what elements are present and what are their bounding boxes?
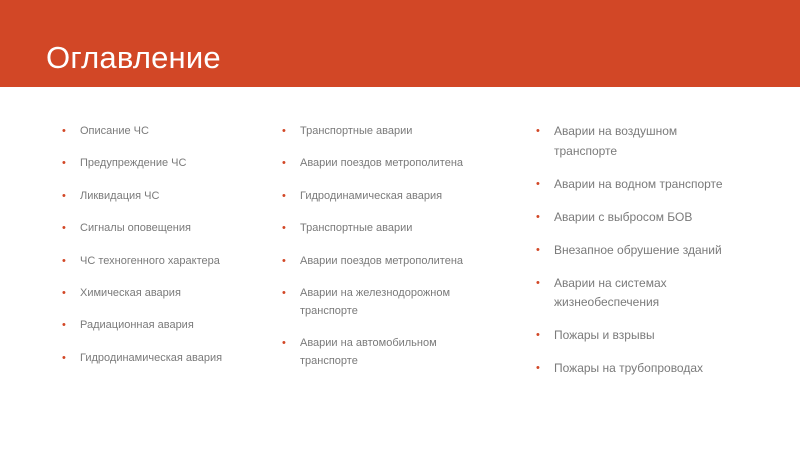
toc-item[interactable] (536, 359, 741, 379)
toc-item-label: Радиационная авария (80, 319, 194, 332)
toc-item[interactable] (62, 284, 252, 302)
toc-item[interactable] (536, 241, 741, 261)
toc-item[interactable] (282, 219, 482, 237)
bullet-icon: • (282, 254, 286, 267)
bullet-icon: • (282, 222, 286, 235)
toc-item-label: Аварии на системах жизнеобеспечения (554, 275, 667, 309)
bullet-icon: • (536, 329, 540, 341)
bullet-icon: • (62, 286, 66, 299)
toc-item-label: Гидродинамическая авария (80, 351, 223, 364)
toc-item-label: Описание ЧС (80, 125, 149, 137)
toc-item[interactable] (282, 252, 482, 270)
page-title: Оглавление (46, 40, 221, 75)
toc-item-label: Транспортные аварии (300, 222, 413, 235)
toc-item[interactable] (536, 326, 741, 346)
bullet-icon: • (282, 125, 286, 137)
toc-item[interactable] (536, 208, 741, 228)
toc-item-label: Аварии поездов метрополитена (300, 157, 464, 170)
bullet-icon: • (62, 351, 66, 364)
toc-item-label: Химическая авария (80, 286, 181, 299)
toc-item[interactable] (62, 187, 252, 205)
bullet-icon: • (62, 189, 66, 202)
toc-item[interactable] (62, 349, 252, 367)
bullet-icon: • (282, 337, 286, 350)
bullet-icon: • (536, 362, 540, 374)
toc-item[interactable] (282, 284, 482, 320)
toc-item-label: Гидродинамическая авария (300, 189, 443, 202)
header-bar (0, 0, 800, 87)
toc-item-label: Предупреждение ЧС (80, 157, 187, 170)
toc-item[interactable] (282, 122, 482, 140)
toc-item[interactable] (282, 154, 482, 172)
toc-item[interactable] (282, 187, 482, 205)
toc-item[interactable] (536, 274, 741, 313)
bullet-icon: • (62, 125, 66, 137)
toc-item-label: Сигналы оповещения (80, 222, 191, 235)
bullet-icon: • (62, 319, 66, 332)
toc-column-3 (536, 122, 741, 392)
toc-item-label: Ликвидация ЧС (80, 189, 160, 202)
toc-item-label: Пожары на трубопроводах (554, 361, 704, 375)
toc-item[interactable] (62, 219, 252, 237)
toc-item-label: Аварии на воздушном транспорте (554, 124, 678, 158)
bullet-icon: • (536, 177, 540, 190)
toc-item-label: Транспортные аварии (300, 125, 413, 137)
bullet-icon: • (536, 125, 540, 137)
toc-item-label: Аварии на железнодорожном транспорте (300, 286, 451, 317)
toc-item-label: Внезапное обрушение зданий (554, 242, 722, 257)
bullet-icon: • (62, 254, 66, 267)
bullet-icon: • (282, 189, 286, 202)
toc-item[interactable] (536, 175, 741, 195)
toc-item-label: Аварии на автомобильном транспорте (300, 337, 437, 368)
toc-column-2 (282, 122, 482, 385)
bullet-icon: • (536, 243, 540, 256)
toc-item[interactable] (62, 316, 252, 334)
bullet-icon: • (62, 157, 66, 170)
bullet-icon: • (282, 286, 286, 299)
toc-item[interactable] (62, 122, 252, 140)
toc-item[interactable] (62, 154, 252, 172)
toc-item-label: Пожары и взрывы (554, 328, 655, 342)
toc-item[interactable] (282, 334, 482, 370)
bullet-icon: • (282, 157, 286, 170)
toc-item[interactable] (536, 122, 741, 161)
bullet-icon: • (536, 276, 540, 289)
toc-item-label: Аварии поездов метрополитена (300, 254, 464, 267)
toc-item-label: Аварии с выбросом БОВ (554, 209, 693, 224)
toc-column-1 (62, 122, 252, 381)
toc-item[interactable] (62, 252, 252, 270)
toc-item-label: ЧС техногенного характера (80, 254, 220, 267)
bullet-icon: • (536, 210, 540, 223)
bullet-icon: • (62, 222, 66, 235)
toc-item-label: Аварии на водном транспорте (554, 176, 723, 191)
